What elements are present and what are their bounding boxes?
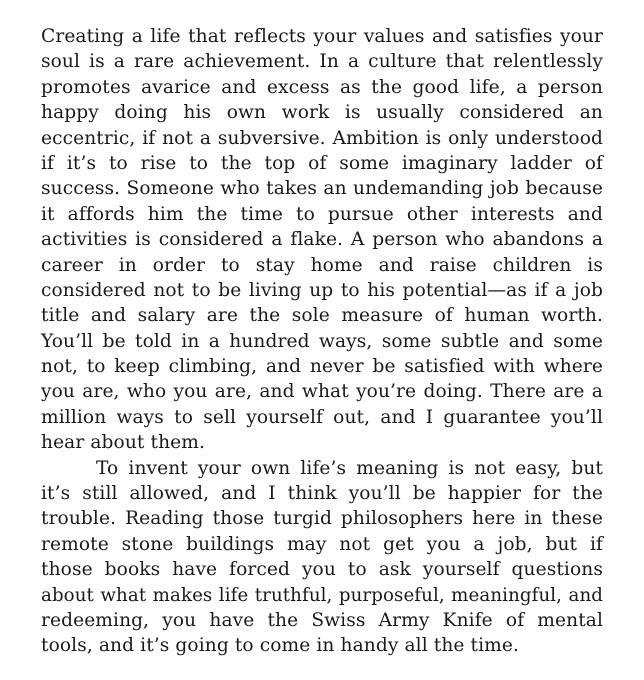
paragraph-2 [41,456,603,659]
text-line: hear about them. [41,432,205,454]
text-line: happy doing his own work is usually considered an [41,102,603,124]
text-line: career in order to stay home and raise children is [41,254,603,276]
text-line: Creating a life that reflects your values and satisfies your [41,26,603,47]
text-line: you are, who you are, and what you’re doing. There are a [41,381,603,403]
text-line: To invent your own life’s meaning is not easy, but [96,457,603,479]
text-line: remote stone buildings may not get you a job, but if [41,533,603,555]
text-line: if it’s to rise to the top of some imaginary ladder of [41,152,603,174]
text-line: activities is considered a flake. A person who abandons a [41,229,603,251]
text-line: eccentric, if not a subversive. Ambition is only understood [41,127,603,149]
text-line: redeeming, you have the Swiss Army Knife of mental [41,609,603,631]
text-line: promotes avarice and excess as the good life, a person [41,76,603,98]
document-page [41,24,603,659]
text-line: about what makes life truthful, purposeful, meaningful, and [41,584,603,606]
text-line: soul is a rare achievement. In a culture that relentlessly [41,51,603,73]
text-line: title and salary are the sole measure of human worth. [41,305,603,327]
text-line: You’ll be told in a hundred ways, some subtle and some [41,330,603,352]
text-line: tools, and it’s going to come in handy all the time. [41,635,519,657]
text-line: not, to keep climbing, and never be satisfied with where [41,356,603,378]
text-line: it affords him the time to pursue other interests and [41,203,603,225]
text-line: trouble. Reading those turgid philosophers here in these [41,508,603,530]
paragraph-1 [41,24,603,456]
text-line: million ways to sell yourself out, and I guarantee you’ll [41,406,603,428]
text-line: success. Someone who takes an undemanding job because [41,178,603,200]
text-line: considered not to be living up to his potential—as if a job [41,279,603,301]
text-line: it’s still allowed, and I think you’ll be happier for the [41,483,603,505]
text-line: those books have forced you to ask yourself questions [41,559,603,581]
